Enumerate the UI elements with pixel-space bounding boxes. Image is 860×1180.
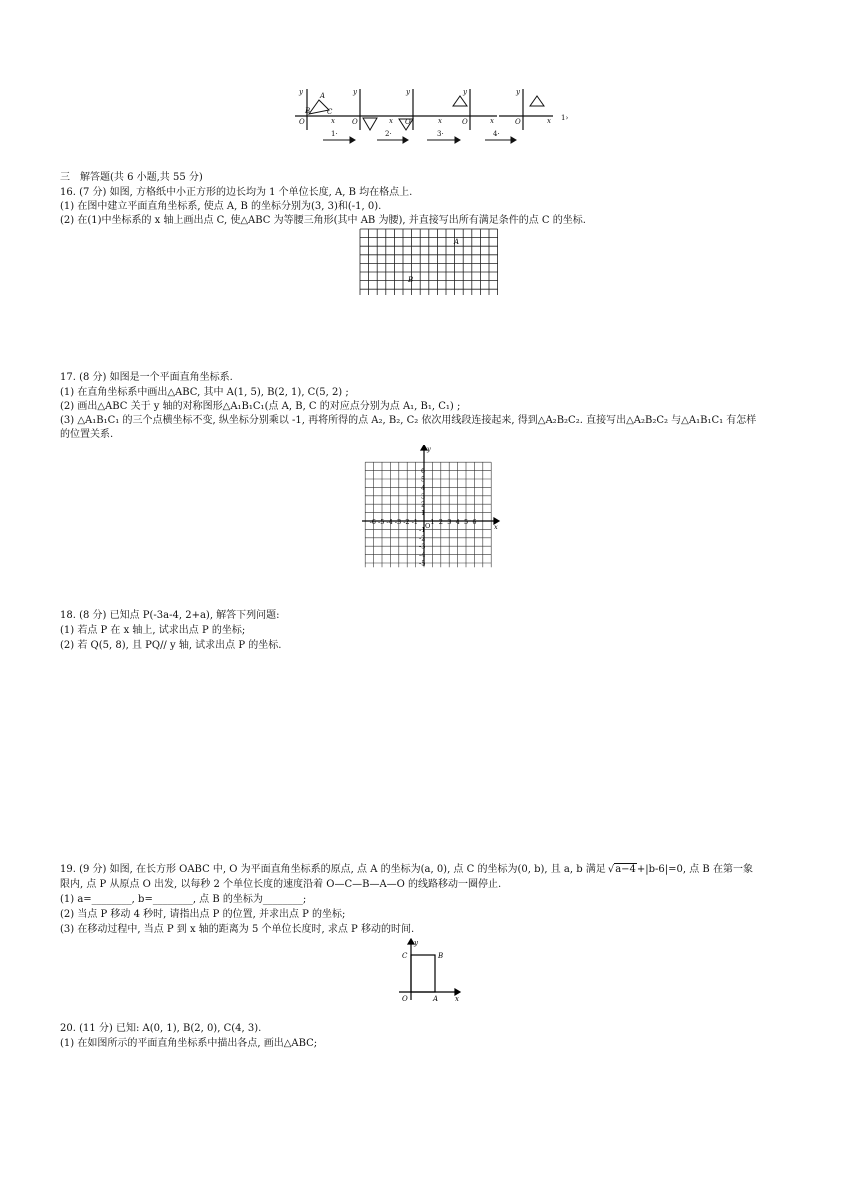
- axis-x-label: x: [438, 117, 442, 125]
- x-tick-label: -1: [411, 518, 418, 526]
- axis-y-label: y: [406, 88, 410, 96]
- q19-rectangle-figure: [395, 938, 465, 1004]
- grid-point-a-label: A: [454, 238, 460, 246]
- origin-label: O: [405, 118, 411, 126]
- origin-label: O: [515, 118, 521, 126]
- x-tick-label: 1: [430, 518, 435, 526]
- q18-part1: (1) 若点 P 在 x 轴上, 试求出点 P 的坐标;: [60, 625, 246, 636]
- q17-stem: 17. (8 分) 如图是一个平面直角坐标系.: [60, 372, 233, 383]
- y-tick-label: 3: [421, 492, 426, 501]
- q19-part2: (2) 当点 P 移动 4 秒时, 请指出点 P 的位置, 并求出点 P 的坐标;: [60, 909, 346, 920]
- q16-stem: 16. (7 分) 如图, 方格纸中小正方形的边长均为 1 个单位长度, A, B 均在格点上.: [60, 187, 413, 198]
- axis-y-label: y: [353, 88, 357, 96]
- q17-coordinate-grid: [358, 445, 504, 571]
- y-tick-label: -1: [419, 525, 426, 534]
- q18-stem: 18. (8 分) 已知点 P(-3a-4, 2+a), 解答下列问题:: [60, 610, 280, 621]
- y-tick-label: -5: [419, 559, 426, 568]
- x-tick-label: 4: [455, 518, 460, 526]
- section-title: 三 解答题(共 6 小题,共 55 分): [60, 172, 203, 183]
- grid-point-b-label: B: [408, 276, 414, 284]
- q20-part1: (1) 在如图所示的平面直角坐标系中描出各点, 画出△ABC;: [60, 1038, 318, 1049]
- sqrt-sign: √: [607, 864, 615, 875]
- point-c-label: C: [327, 108, 333, 116]
- origin-label: O: [402, 995, 408, 1003]
- x-tick-label: -5: [378, 518, 385, 526]
- axis-x-label: x: [455, 995, 459, 1003]
- x-tick-label: -2: [403, 518, 410, 526]
- point-b-label: B: [438, 952, 444, 960]
- point-a-label: A: [320, 92, 326, 100]
- arrow-label: 4·: [493, 130, 500, 138]
- q19-part1: (1) a=________, b=________, 点 B 的坐标为________;: [60, 894, 307, 905]
- axis-y-label: y: [414, 939, 418, 947]
- translation-strip-figure: [285, 86, 585, 152]
- arrow-label: 1·: [331, 130, 338, 138]
- point-a-label: A: [433, 995, 439, 1003]
- q17-part3-line2: 的位置关系.: [60, 429, 114, 440]
- q18-part2: (2) 若 Q(5, 8), 且 PQ// y 轴, 试求出点 P 的坐标.: [60, 640, 282, 651]
- y-tick-label: 2: [421, 500, 426, 509]
- axis-y-label: y: [427, 445, 431, 453]
- x-tick-label: 6: [472, 518, 477, 526]
- x-tick-label: 2: [438, 518, 443, 526]
- x-tick-label: 5: [464, 518, 469, 526]
- axis-y-label: y: [299, 88, 303, 96]
- y-tick-label: 1: [421, 509, 426, 518]
- axis-x-label: x: [490, 117, 494, 125]
- q16-grid: [359, 228, 501, 295]
- y-tick-label: 6: [421, 467, 426, 476]
- q16-part2: (2) 在(1)中坐标系的 x 轴上画出点 C, 使△ABC 为等腰三角形(其中 AB 为腰), 并直接写出所有满足条件的点 C 的坐标.: [60, 215, 586, 226]
- q16-part1: (1) 在图中建立平面直角坐标系, 使点 A, B 的坐标分别为(3, 3)和(-1, 0).: [60, 201, 382, 212]
- arrow-label: 2·: [385, 130, 392, 138]
- axis-x-label: x: [389, 117, 393, 125]
- q19-stem-a: 19. (9 分) 如图, 在长方形 OABC 中, O 为平面直角坐标系的原点, 点 A 的坐标为(a, 0), 点 C 的坐标为(0, b), 且 a, b 满足: [60, 864, 606, 875]
- arrow-label: 3·: [437, 130, 444, 138]
- axis-x-label: x: [547, 117, 551, 125]
- origin-label: O: [299, 118, 305, 126]
- point-b-label: B: [305, 107, 311, 115]
- q19-stem-line1: [60, 863, 753, 876]
- q17-part1: (1) 在直角坐标系中画出△ABC, 其中 A(1, 5), B(2, 1), C(5, 2) ;: [60, 387, 349, 398]
- x-tick-label: -6: [369, 518, 376, 526]
- q19-stem-b: +|b-6|=0, 点 B 在第一象: [636, 864, 753, 875]
- sqrt-argument: a−4: [615, 864, 636, 875]
- y-tick-label: -2: [419, 534, 426, 543]
- q17-part2: (2) 画出△ABC 关于 y 轴的对称图形△A₁B₁C₁(点 A, B, C 的对应点分别为点 A₁, B₁, C₁) ;: [60, 401, 461, 412]
- origin-label: O: [352, 118, 358, 126]
- axis-y-label: y: [463, 88, 467, 96]
- x-tick-label: -4: [386, 518, 393, 526]
- y-tick-label: 4: [421, 483, 426, 492]
- axis-x-label: x: [494, 523, 498, 531]
- q17-part3-line1: (3) △A₁B₁C₁ 的三个点横坐标不变, 纵坐标分别乘以 -1, 再将所得的点 A₂, B₂, C₂ 依次用线段连接起来, 得到△A₂B₂C₂. 直接写出△A₂B₂C₂ 与△A₁B₁C₁ 有怎样: [60, 415, 757, 426]
- axis-y-label: y: [516, 88, 520, 96]
- x-tick-label: -3: [394, 518, 402, 526]
- q20-stem: 20. (11 分) 已知: A(0, 1), B(2, 0), C(4, 3).: [60, 1023, 262, 1034]
- q19-part3: (3) 在移动过程中, 当点 P 到 x 轴的距离为 5 个单位长度时, 求点 P 移动的时间.: [60, 924, 415, 935]
- axis-x-label: x: [331, 117, 335, 125]
- point-c-label: C: [402, 952, 408, 960]
- origin-label: O: [462, 118, 468, 126]
- y-tick-label: 5: [421, 475, 426, 484]
- sqrt-expression: [608, 863, 637, 876]
- trailing-mark: 1›: [561, 114, 569, 122]
- origin-label: O: [425, 522, 431, 530]
- q19-stem-line2: 限内, 点 P 从原点 O 出发, 以每秒 2 个单位长度的速度沿着 O—C—B—A—O 的线路移动一圈停止.: [60, 879, 502, 890]
- x-tick-label: 3: [447, 518, 452, 526]
- y-tick-label: -3: [419, 542, 426, 551]
- y-tick-label: -4: [419, 551, 426, 560]
